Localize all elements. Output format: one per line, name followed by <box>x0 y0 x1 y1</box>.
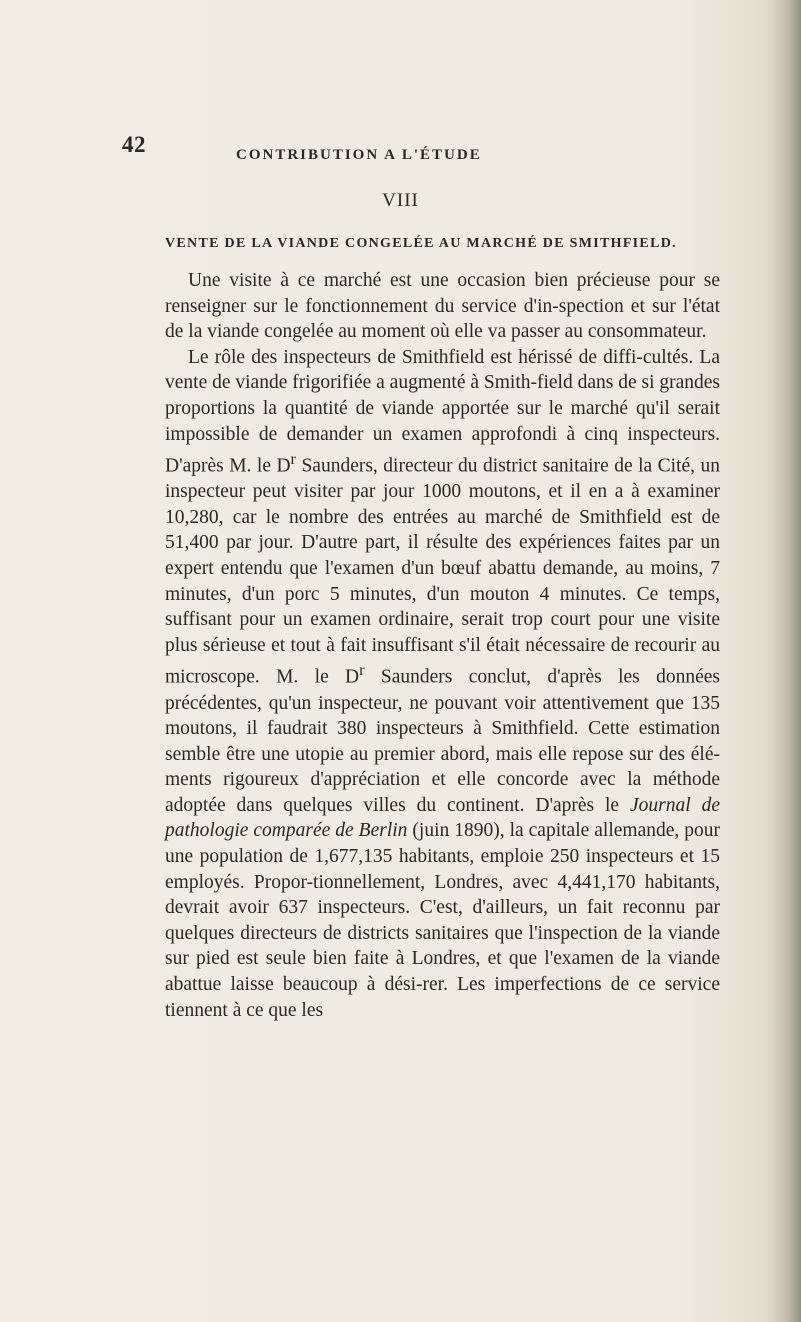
section-title: VENTE DE LA VIANDE CONGELÉE AU MARCHÉ DE SMITHFIELD. <box>165 236 677 251</box>
paragraph-text-part-2: Saunders, directeur du district sanitaire de la Cité, un inspecteur peut visiter par jour 1000 moutons, et il en a à examiner 10,280, car le nombre des entrées au marché de Smithfield est de 51,400 par jour. D'autre part, il résulte des expériences faites par un expert entendu que l'examen d'un bœuf abattu demande, au moins, 7 minutes, d'un porc 5 minutes, d'un mouton 4 minutes. Ce temps, suffisant pour un examen ordinaire, serait trop court pour une visite plus sérieuse et tout à fait insuffisant s'il était nécessaire de recourir au microscope. M. le D <box>165 455 720 688</box>
journal-title: Journal de pathologie comparée de Berlin <box>165 794 720 842</box>
doctor-abbrev-superscript: r <box>290 450 296 469</box>
section-number: VIII <box>382 190 419 211</box>
paragraph-intro <box>165 268 720 345</box>
page-number: 42 <box>122 132 146 157</box>
paragraph-text-part-4: (juin 1890), la capitale allemande, pour une population de 1,677,135 habitants, emploie 250 inspecteurs et 15 employés. Propor-tionnellement, Londres, avec 4,441,170 habitants, devrait avoir 637 inspecteurs. C'est, d'ailleurs, un fait reconnu par quelques directeurs de districts sanitaires que l'inspection de la viande sur pied est seule bien faite à Londres, et que l'examen de la viande abattue laisse beaucoup à dési-rer. Les imperfections de ce service tiennent à ce que les <box>165 820 720 1021</box>
doctor-abbrev-superscript: r <box>359 661 365 680</box>
body-text <box>165 268 720 1023</box>
paragraph-intro-text: Une visite à ce marché est une occasion bien précieuse pour se renseigner sur le fonctionnement du service d'in-spection et sur l'état de la viande congelée au moment où elle va passer au consommateur. <box>165 270 720 343</box>
paragraph-inspectors <box>165 345 720 1023</box>
paragraph-text-part-1: Le rôle des inspecteurs de Smithfield est hérissé de diffi-cultés. La vente de viande frigorifiée a augmenté à Smith-field dans de si grandes proportions la quantité de viande apportée sur le marché qu'il serait impossible de demander un examen approfondi à cinq inspecteurs. D'après M. le D <box>165 346 721 477</box>
paragraph-text-part-3: Saunders conclut, d'après les données précédentes, qu'un inspecteur, ne pouvant voir attentivement que 135 moutons, il faudrait 380 inspecteurs à Smithfield. Cette estimation semble être une utopie au premier abord, mais elle repose sur des élé-ments rigoureux d'appréciation et elle concorde avec la méthode adoptée dans quelques villes du continent. D'après le <box>165 666 720 816</box>
running-head: CONTRIBUTION A L'ÉTUDE <box>236 147 482 163</box>
